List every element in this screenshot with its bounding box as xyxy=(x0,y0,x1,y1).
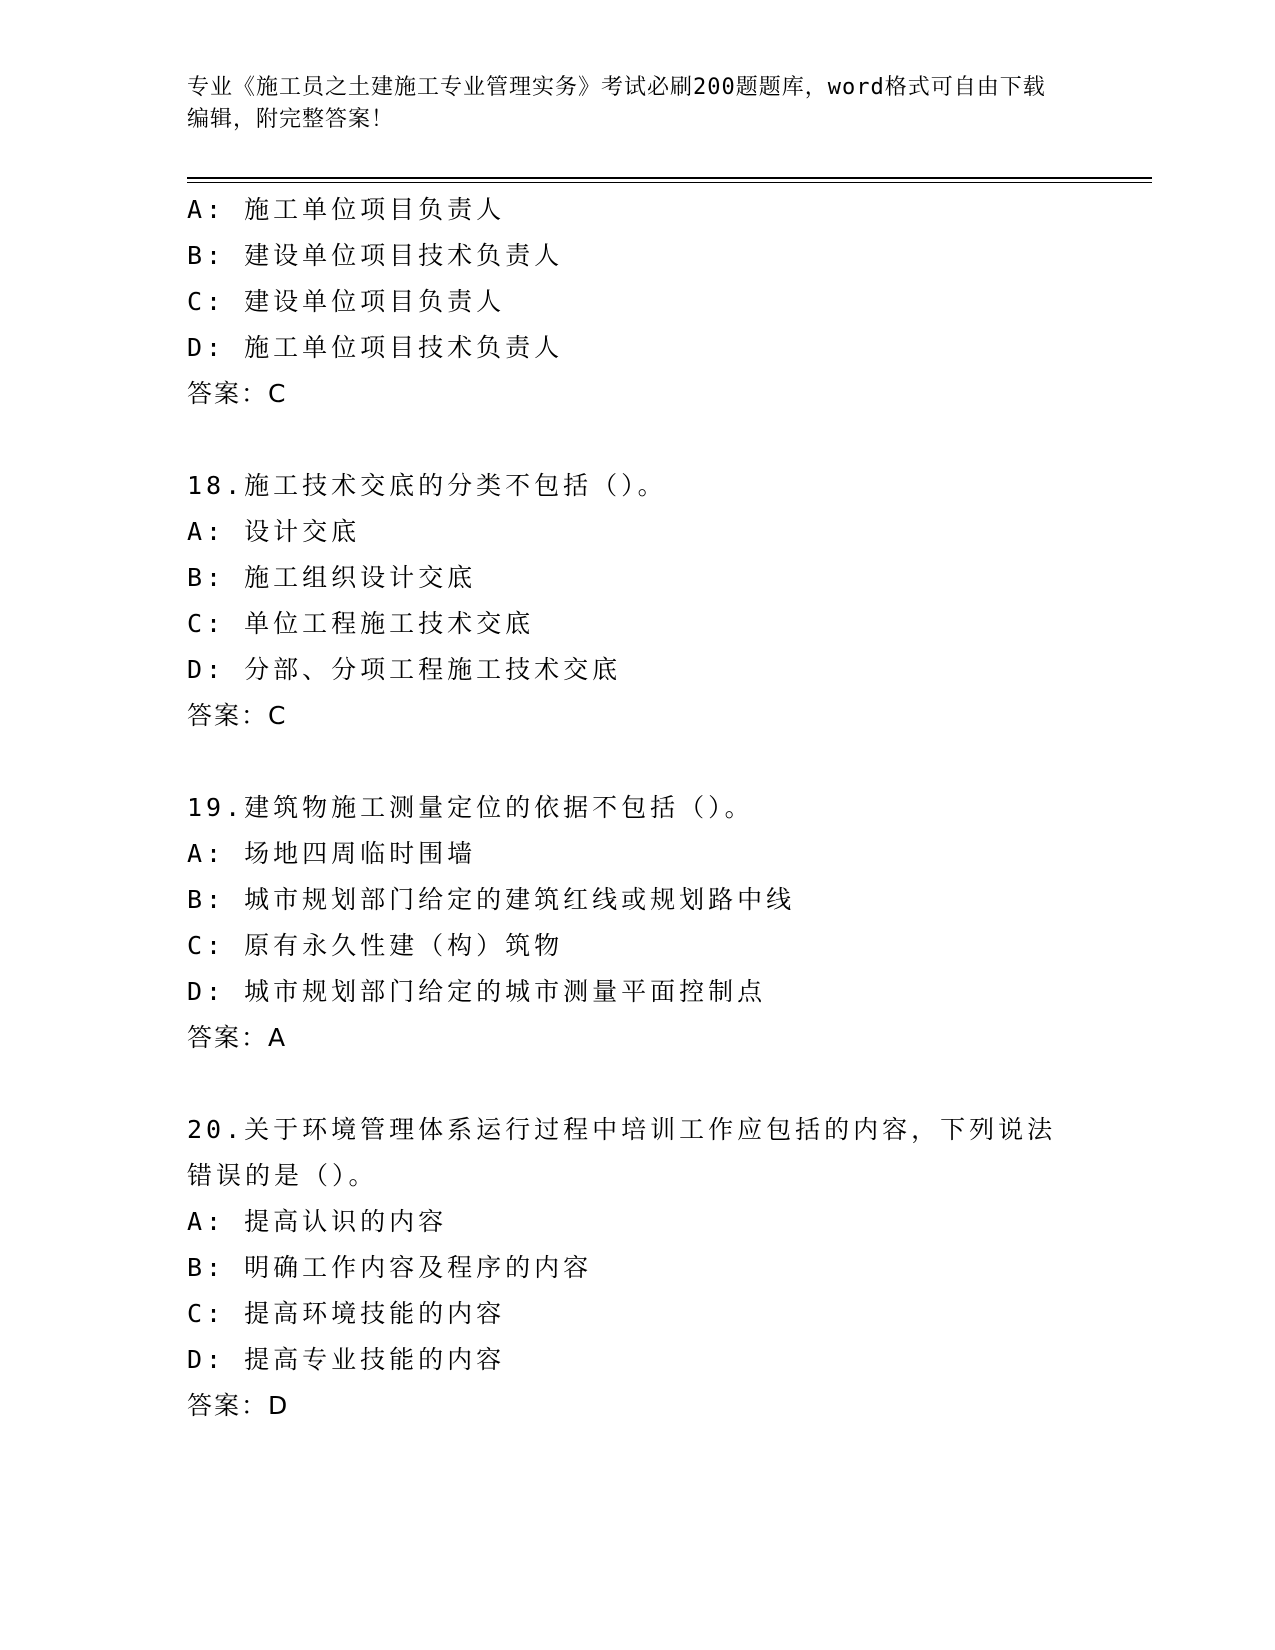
option-c: C: 单位工程施工技术交底 xyxy=(187,609,535,638)
question-block xyxy=(187,1107,1087,1429)
option-d: D: 城市规划部门给定的城市测量平面控制点 xyxy=(187,977,767,1006)
answer-line: 答案：C xyxy=(187,379,288,408)
question-block xyxy=(187,785,1087,1061)
option-b: B: 城市规划部门给定的建筑红线或规划路中线 xyxy=(187,885,796,914)
document-header: 专业《施工员之土建施工专业管理实务》考试必刷200题题库，word格式可自由下载编辑，附完整答案！ xyxy=(187,75,1046,132)
option-c: C: 建设单位项目负责人 xyxy=(187,287,506,316)
header-divider xyxy=(187,177,1152,179)
option-b: B: 建设单位项目技术负责人 xyxy=(187,241,564,270)
spacer xyxy=(187,417,1087,463)
option-d: D: 施工单位项目技术负责人 xyxy=(187,333,564,362)
answer-line: 答案：D xyxy=(187,1391,290,1420)
option-d: D: 提高专业技能的内容 xyxy=(187,1345,506,1374)
question-block xyxy=(187,463,1087,739)
spacer xyxy=(187,1061,1087,1107)
question-list xyxy=(187,187,1087,1429)
answer-line: 答案：A xyxy=(187,1023,288,1052)
option-a: A: 设计交底 xyxy=(187,517,361,546)
header-divider-thin xyxy=(187,182,1152,183)
option-a: A: 场地四周临时围墙 xyxy=(187,839,477,868)
question-block xyxy=(187,187,1087,417)
question-title: 19.建筑物施工测量定位的依据不包括（）。 xyxy=(187,793,754,822)
answer-line: 答案：C xyxy=(187,701,288,730)
question-title: 20.关于环境管理体系运行过程中培训工作应包括的内容，下列说法错误的是（）。 xyxy=(187,1115,1057,1190)
spacer xyxy=(187,739,1087,785)
question-title: 18.施工技术交底的分类不包括（）。 xyxy=(187,471,667,500)
option-a: A: 施工单位项目负责人 xyxy=(187,195,506,224)
option-c: C: 原有永久性建（构）筑物 xyxy=(187,931,564,960)
option-b: B: 明确工作内容及程序的内容 xyxy=(187,1253,593,1282)
option-b: B: 施工组织设计交底 xyxy=(187,563,477,592)
option-a: A: 提高认识的内容 xyxy=(187,1207,448,1236)
option-c: C: 提高环境技能的内容 xyxy=(187,1299,506,1328)
option-d: D: 分部、分项工程施工技术交底 xyxy=(187,655,622,684)
